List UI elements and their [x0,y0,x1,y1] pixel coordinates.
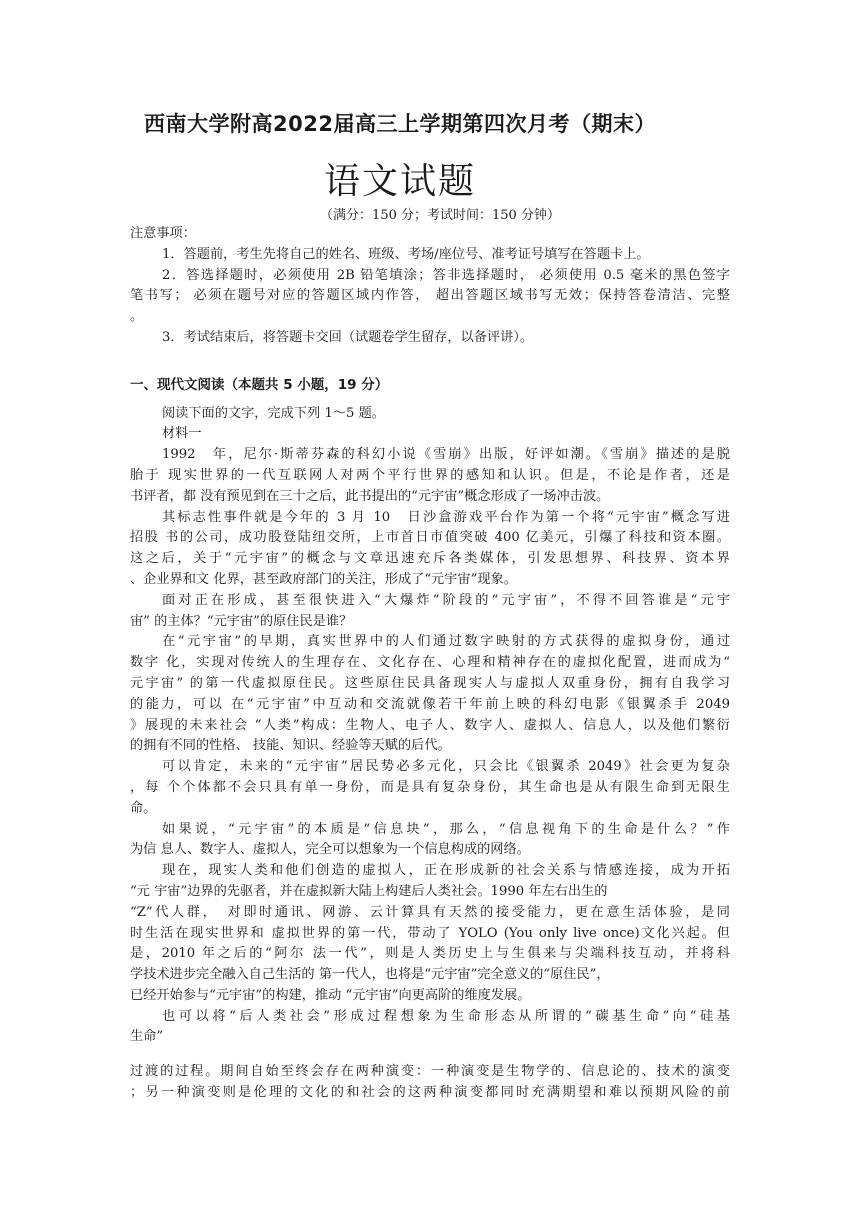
passage-line: 1992 年，尼尔·斯蒂芬森的科幻小说《雪崩》出版，好评如潮。《雪崩》描述的是脱 [162,447,730,463]
notice-heading: 注意事项： [130,226,196,241]
exam-meta: （满分：150 分；考试时间：150 分钟） [320,208,560,223]
passage-line: 书评者，都 没有预见到在三十之后，此书提出的“元宇宙”概念形成了一场冲击波。 [130,488,610,504]
passage-line: 时生活在现实世界和 虚拟世界的第一代，带动了 YOLO (You only live once)文化兴起。但 [130,925,730,941]
passage-line: 为信 息人、数字人、虚拟人，完全可以想象为一个信息构成的网络。 [130,842,530,858]
section-heading: 一、现代文阅读（本题共 5 小题，19 分） [130,376,389,393]
school-title: 西南大学附高2022届高三上学期第四次月考（期末） [144,112,656,136]
passage-line: 这之后，关于“元宇宙”的概念与文章迅速充斥各类媒体，引发思想界、科技界、资本界 [130,551,730,567]
passage-line: 也可以将“后人类社会”形成过程想象为生命形态从所谓的“碳基生命”向“硅基 [162,1008,730,1024]
passage-line: 学技术进步完全融入自己生活的 第一代人，也将是“元宇宙”完全意义的“原住民”， [130,967,610,983]
notice-item-continued: 。 [130,309,144,325]
passage-line: 现在，现实人类和他们创造的虚拟人，正在形成新的社会关系与情感连接，成为开拓 [162,863,730,879]
passage-line: “元 宇宙”边界的先驱者，并在虚拟新大陆上构建后人类社会。1990 年左右出生的 [130,883,608,899]
exam-body [130,224,730,1104]
passage-line: 已经开始参与“元宇宙”的构建，推动 “元宇宙”向更高阶的维度发展。 [130,987,531,1003]
notice-item-continued: 笔书写； 必须在题号对应的答题区域内作答， 超出答题区域书写无效；保持答卷清洁、完整 [130,288,730,304]
material-label: 材料一 [162,426,202,442]
notice-item: 1．答题前，考生先将自己的姓名、班级、考场/座位号、准考证号填写在答题卡上。 [162,246,650,262]
section-instruction: 阅读下面的文字，完成下列 1～5 题。 [162,405,385,421]
passage-line: 宙” 的主体？“元宇宙”的原住民是谁？ [130,613,353,629]
passage-line: 》展现的未来社会 “人类”构成：生物人、电子人、数字人、虚拟人、信息人，以及他们繁衍 [130,717,730,733]
passage-line: 生命” [130,1029,164,1045]
passage-line: 的拥有不同的性格、 技能、知识、经验等天赋的后代。 [130,738,451,754]
passage-line: 胎于 现实世界的一代互联网人对两个平行世界的感知和认识。但是，不论是作者，还是 [130,467,730,483]
passage-line: 命。 [130,800,157,816]
passage-line: ，每 个个体都不会只具有单一身份，而是具有复杂身份，其生命也是从有限生命到无限生 [130,779,730,795]
passage-line: 可以肯定，未来的“元宇宙”居民势必多元化，只会比《银翼杀 2049》社会更为复杂 [162,759,730,775]
passage-line: 面对正在形成，甚至很快进入“大爆炸”阶段的“元宇宙”，不得不回答谁是“元宇 [162,592,730,608]
passage-line: 其标志性事件就是今年的 3 月 10 日沙盒游戏平台作为第一个将“元宇宙”概念写进 [162,509,730,525]
passage-line: “Z”代人群， 对即时通讯、网游、云计算具有天然的接受能力，更在意生活体验，是同 [130,904,730,920]
subject-title: 语文试题 [323,161,476,202]
passage-line: 是，2010 年之后的“阿尔 法一代”，则是人类历史上与生俱来与尖端科技互动，并将科 [130,946,730,962]
passage-line: ；另一种演变则是伦理的文化的和社会的这两种演变都同时充满期望和难以预期风险的前 [130,1085,730,1101]
notice-item: 3．考试结束后，将答题卡交回（试题卷学生留存，以备评讲）。 [162,329,534,345]
passage-line: 、企业界和文 化界，甚至政府部门的关注，形成了“元宇宙”现象。 [130,571,517,587]
passage-line: 招股 书的公司，成功股登陆纽交所，上市首日市值突破 400 亿美元，引爆了科技和资本圈。 [130,530,730,546]
passage-line: 在“元宇宙”的早期，真实世界中的人们通过数字映射的方式获得的虚拟身份，通过 [162,634,730,650]
notice-item: 2．答选择题时，必须使用 2B 铅笔填涂；答非选择题时， 必须使用 0.5 毫米的黑色签字 [162,267,730,283]
passage-line: 如果说，“元宇宙”的本质是“信息块”，那么，“信息视角下的生命是什么？”作 [162,821,730,837]
passage-line: 元宇宙” 的第一代虚拟原住民。这些原住民具备现实人与虚拟人双重身份，拥有自我学习 [130,675,730,691]
passage-line: 过渡的过程。期间自始至终会存在两种演变：一种演变是生物学的、信息论的、技术的演变 [130,1064,730,1080]
passage-line: 数字 化，实现对传统人的生理存在、文化存在、心理和精神存在的虚拟化配置，进而成为“ [130,655,730,671]
passage-line: 的能力，可以 在“元宇宙”中互动和交流就像若干年前上映的科幻电影《银翼杀手 2049 [130,696,730,712]
